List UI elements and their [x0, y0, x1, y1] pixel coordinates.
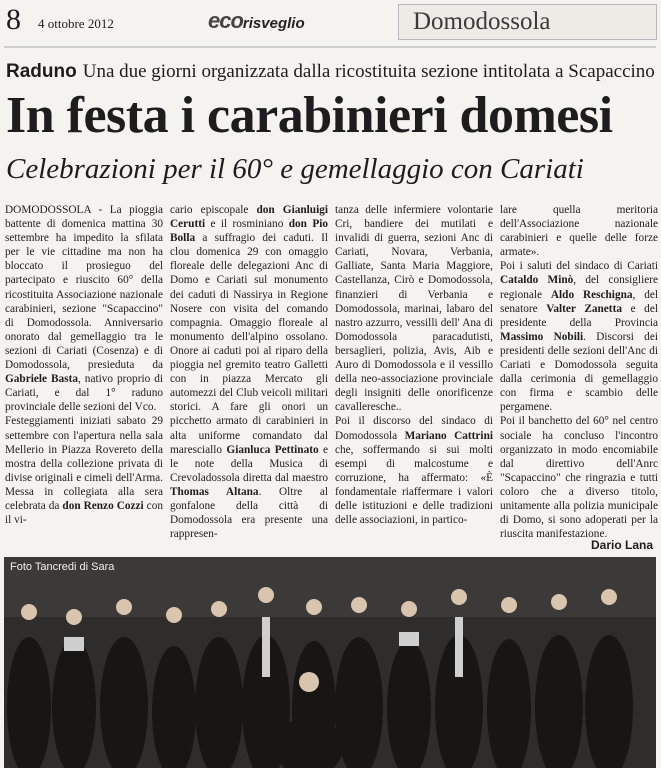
logo-eco: eco	[208, 8, 243, 33]
article-column-4	[500, 203, 658, 541]
paragraph	[500, 203, 658, 259]
text-run: cario episcopale	[170, 204, 257, 216]
header-rule	[4, 46, 656, 48]
paragraph	[5, 414, 163, 527]
text-run: , del consigliere regionale	[500, 274, 658, 301]
text-run: . Oltre al gonfalone della città di Domodossola era presente una rappresen-	[170, 485, 328, 541]
headline: In festa i carabinieri domesi	[6, 87, 613, 144]
kicker-label: Raduno	[6, 61, 77, 82]
text-run: Poi i saluti del sindaco di Cariati	[500, 260, 658, 273]
group-photo	[4, 557, 656, 768]
paragraph	[170, 203, 328, 541]
newspaper-logo	[208, 8, 305, 34]
issue-date: 4 ottobre 2012	[38, 16, 114, 31]
section-box	[398, 4, 657, 40]
paragraph	[500, 259, 658, 414]
article-column-2	[170, 203, 328, 541]
paragraph	[335, 203, 493, 414]
person-name: Gianluca Pettinato	[226, 443, 319, 456]
byline: Dario Lana	[590, 538, 653, 552]
paragraph	[5, 203, 163, 414]
text-run: Festeggiamenti iniziati sabato 29 settembre con l'apertura nella sala Mellerio in Piazza Rovereto della mostra della collezione privata di divise originali e cimeli dell'Arma. Messa in collegiata alla sera celebrata da	[5, 415, 163, 512]
person-name: Valter Zanetta	[546, 302, 622, 315]
text-run: e il rosminiano	[205, 218, 289, 231]
person-name: Thomas Altana	[170, 485, 259, 498]
text-run: che, soffermando si sui molti esempi di malcostume e corruzione, ha affermato: «È fondamentale riaffermare i valori delle istituzioni e delle tradizioni delle associazioni, in partico-	[335, 443, 493, 527]
text-run: , nativo proprio di Cariati, e dal 1° raduno provinciale delle sezioni del Vco.	[5, 373, 163, 414]
text-run: tanza delle infermiere volontarie Cri, bandiere dei mutilati e invalidi di guerra, sezioni Anc di Cariati, Novara, Verbania, Galliate, Santa Maria Maggiore, Castellanza, Cirò e Domodossola, finanzieri di Verbania e Domodossola, marinai, labaro del nastro azzurro, vessilli dell' Ana di Domodossola paracadutisti, bersaglieri, polizia, Avis, Aib e Auro di Domodossola e il vessillo della neo-associazione provinciale degli insigniti delle onorificenze cavalleresche..	[335, 204, 493, 414]
person-name: Cataldo Minò	[500, 274, 574, 287]
kicker-text: Una due giorni organizzata dalla ricostituita sezione intitolata a Scapaccino	[82, 61, 655, 82]
text-run: Poi il banchetto del 60° nel centro sociale ha concluso l'incontro organizzato in modo encomiabile dal direttivo dell'Anrc "Scapaccino" che ringrazia e tutti coloro che a diverso titolo, unitamente alla polizia municipale di Domo, si sono adoperati per la riuscita manifestazione.	[500, 415, 658, 541]
person-name: don Pio Bolla	[170, 218, 329, 245]
section-title: Domodossola	[413, 8, 551, 35]
article-column-3	[335, 203, 493, 527]
text-run: Poi il discorso del sindaco di Domodossola	[335, 415, 493, 442]
person-name: Massimo Nobili	[500, 330, 584, 343]
group-photo-image	[4, 557, 656, 768]
kicker	[6, 61, 655, 83]
text-run: e del presidente della Provincia	[500, 302, 658, 329]
article-column-1	[5, 203, 163, 527]
article-body	[5, 203, 657, 563]
text-run: con il vi-	[5, 499, 163, 527]
subheadline: Celebrazioni per il 60° e gemellaggio con Cariati	[6, 153, 584, 185]
page-number: 8	[6, 3, 21, 36]
text-run: . Discorsi dei presidenti delle sezioni dell'Anc di Cariati e Domodossola seguita dalla cerimonia di gemellaggio con firma e scambio delle pergamene.	[500, 330, 658, 414]
person-name: don Gianluigi Cerutti	[170, 204, 328, 231]
paragraph	[500, 414, 658, 541]
text-run: a suffragio dei caduti. Il clou domenica 29 con omaggio floreale delle delegazioni Anc di Domo e Cariati sul monumento dei caduti di Nassirya in Regione Nosere con visita del comando compagnia. Omaggio floreale al monumento dell'alpino ossolano. Onore ai caduti poi al riparo della pioggia nel gremito teatro Galletti con in piazza Mercato gli automezzi del Club veicoli militari storici. A fare gli onori un picchetto armato di carabinieri in alta uniforme comandato dal maresciallo	[170, 232, 328, 456]
person-name: don Renzo Cozzi	[62, 499, 144, 512]
masthead	[0, 0, 661, 44]
person-name: Gabriele Basta	[5, 373, 78, 386]
text-run: DOMODOSSOLA - La pioggia battente di domenica mattina 30 settembre ha impedito la sfilata per le vie cittadine ma non ha bloccato il prosieguo del partecipato e riuscito 60° della ricostituita Associazione nazionale carabinieri, sezione "Scapaccino" di Domodossola. Anniversario onorato dal gemellaggio tra le sezioni di Cariati (Cosenza) e di Domodossola, presieduta da	[5, 204, 163, 372]
logo-risveglio: risveglio	[242, 15, 305, 32]
photo-credit: Foto Tancredi di Sara	[10, 561, 115, 573]
text-run: , del senatore	[500, 288, 658, 315]
paragraph	[335, 414, 493, 527]
person-name: Aldo Reschigna	[550, 288, 633, 301]
text-run: e le note della Musica di Crevoladossola diretta dal maestro	[170, 443, 329, 484]
text-run: lare quella meritoria dell'Associazione nazionale carabinieri e quelle delle forze armate».	[500, 204, 658, 259]
person-name: Mariano Cattrini	[404, 429, 493, 442]
